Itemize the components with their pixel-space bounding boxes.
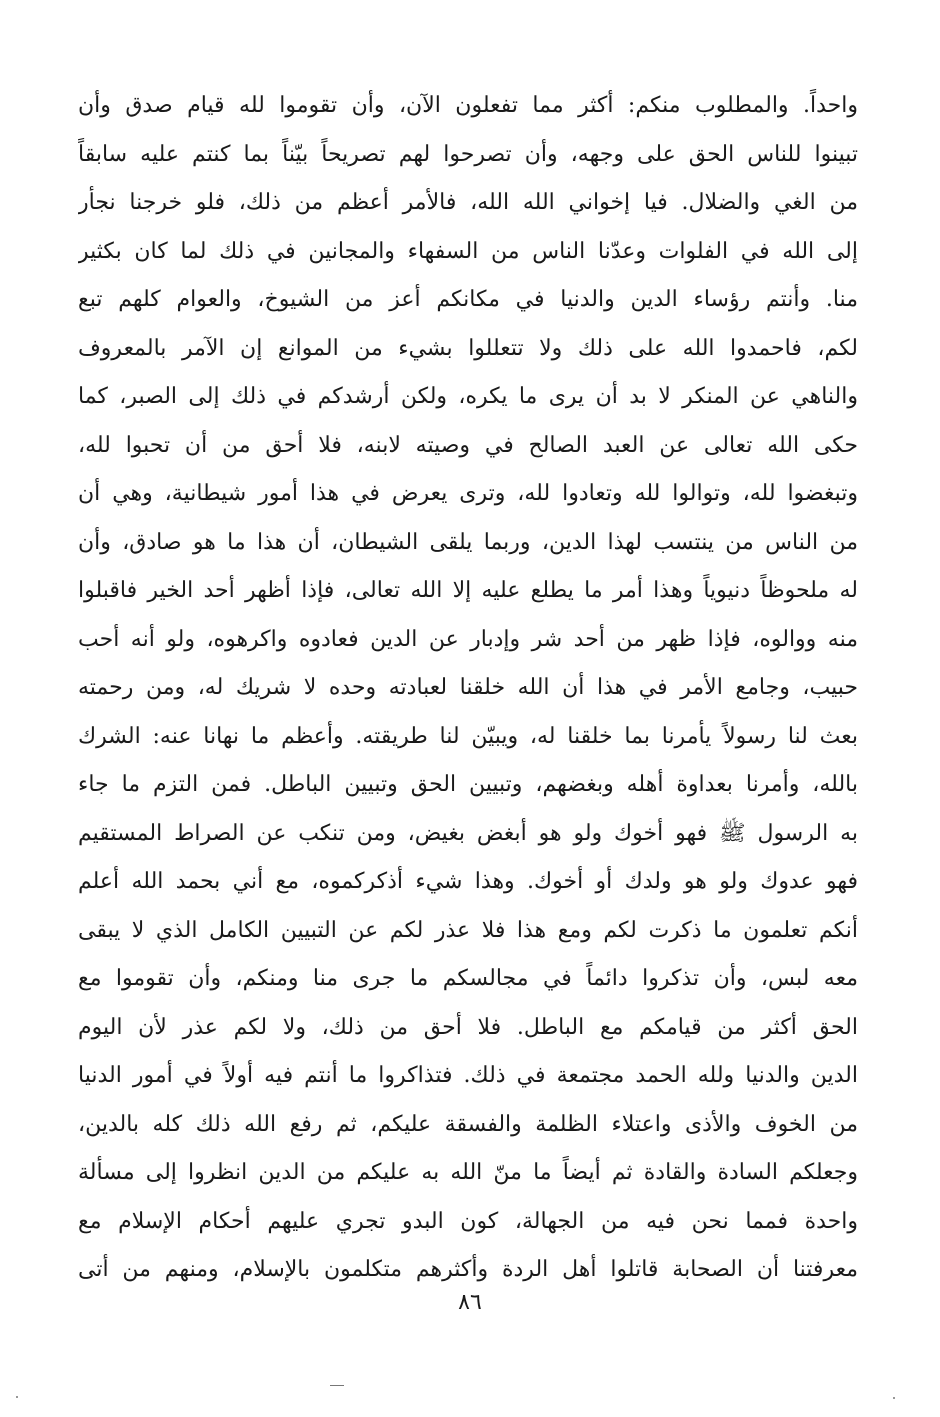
scan-speck	[330, 1385, 344, 1386]
text-line: من الغي والضلال. فيا إخواني الله الله، فالأمر أعظم من ذلك، فلو خرجنا نجأر	[78, 190, 858, 215]
text-line: الدين والدنيا ولله الحمد مجتمعة في ذلك. فتذاكروا ما أنتم فيه أولاً في أمور الدنيا	[78, 1063, 858, 1088]
text-line: بالله، وأمرنا بعداوة أهله وبغضهم، وتبيين الحق وتبيين الباطل. فمن التزم ما جاء	[78, 772, 858, 797]
text-line: إلى الله في الفلوات وعدّنا الناس من السفهاء والمجانين في ذلك لما كان بكثير	[78, 238, 858, 264]
text-line: معرفتنا أن الصحابة قاتلوا أهل الردة وأكثرهم متكلمون بالإسلام، ومنهم من أتى	[78, 1257, 858, 1282]
text-line: منه ووالوه، فإذا ظهر من أحد شر وإدبار عن الدين فعادوه واكرهوه، ولو أنه أحب	[78, 626, 858, 652]
text-line: وجعلكم السادة والقادة ثم أيضاً ما منّ الله به عليكم من الدين انظروا إلى مسألة	[78, 1160, 858, 1185]
text-line: وتبغضوا لله، وتوالوا لله وتعادوا لله، وترى يعرض في هذا أمور شيطانية، وهي أن	[78, 481, 858, 506]
text-line: لكم، فاحمدوا الله على ذلك ولا تتعللوا بشيء من الموانع إن الآمر بالمعروف	[78, 335, 858, 361]
text-line: تبينوا للناس الحق على وجهه، وأن تصرحوا لهم تصريحاً بيّناً بما كنتم عليه سابقاً	[78, 141, 858, 167]
text-line: منا. وأنتم رؤساء الدين والدنيا في مكانكم أعز من الشيوخ، والعوام كلهم تبع	[78, 287, 858, 312]
text-line: من الخوف والأذى واعتلاء الظلمة والفسقة عليكم، ثم رفع الله ذلك كله بالدين،	[78, 1111, 858, 1137]
text-line: واحداً. والمطلوب منكم: أكثر مما تفعلون الآن، وأن تقوموا لله قيام صدق وأن	[78, 93, 858, 118]
scan-speck	[16, 1396, 18, 1398]
text-line: معه لبس، وأن تذكروا دائماً في مجالسكم ما جرى منا ومنكم، وأن تقوموا مع	[78, 966, 858, 991]
text-line: حبيب، وجامع الأمر في هذا أن الله خلقنا لعبادته وحده لا شريك له، ومن رحمته	[78, 675, 858, 700]
text-line: به الرسول ﷺ فهو أخوك ولو هو أبغض بغيض، ومن تنكب عن الصراط المستقيم	[78, 820, 858, 846]
text-line: بعث لنا رسولاً يأمرنا بما خلقنا له، ويبيّن لنا طريقته. وأعظم ما نهانا عنه: الشرك	[78, 723, 858, 749]
scan-speck	[893, 1397, 895, 1399]
text-line: أنكم تعلمون ما ذكرت لكم ومع هذا فلا عذر لكم عن التبيين الكامل الذي لا يبقى	[78, 917, 858, 943]
body-text	[78, 82, 858, 1295]
text-line: الحق أكثر من قيامكم مع الباطل. فلا أحق من ذلك، ولا لكم عذر لأن اليوم	[78, 1014, 858, 1040]
text-line: واحدة فمما نحن فيه من الجهالة، كون البدو تجري عليهم أحكام الإسلام مع	[78, 1208, 858, 1234]
text-line: له ملحوظاً دنيوياً وهذا أمر ما يطلع عليه إلا الله تعالى، فإذا أظهر أحد الخير فاقبلوا	[78, 578, 858, 603]
text-line: من الناس من ينتسب لهذا الدين، وربما يلقى الشيطان، أن هذا ما هو صادق، وأن	[78, 529, 858, 555]
text-line: حكى الله تعالى عن العبد الصالح في وصيته لابنه، فلا أحق من أن تحبوا لله،	[78, 432, 858, 458]
page-number: ٨٦	[458, 1290, 482, 1315]
text-line: فهو عدوك ولو هو ولدك أو أخوك. وهذا شيء أذكركموه، مع أني بحمد الله أعلم	[78, 869, 858, 894]
text-line: والناهي عن المنكر لا بد أن يرى ما يكره، ولكن أرشدكم في ذلك إلى الصبر، كما	[78, 384, 858, 409]
